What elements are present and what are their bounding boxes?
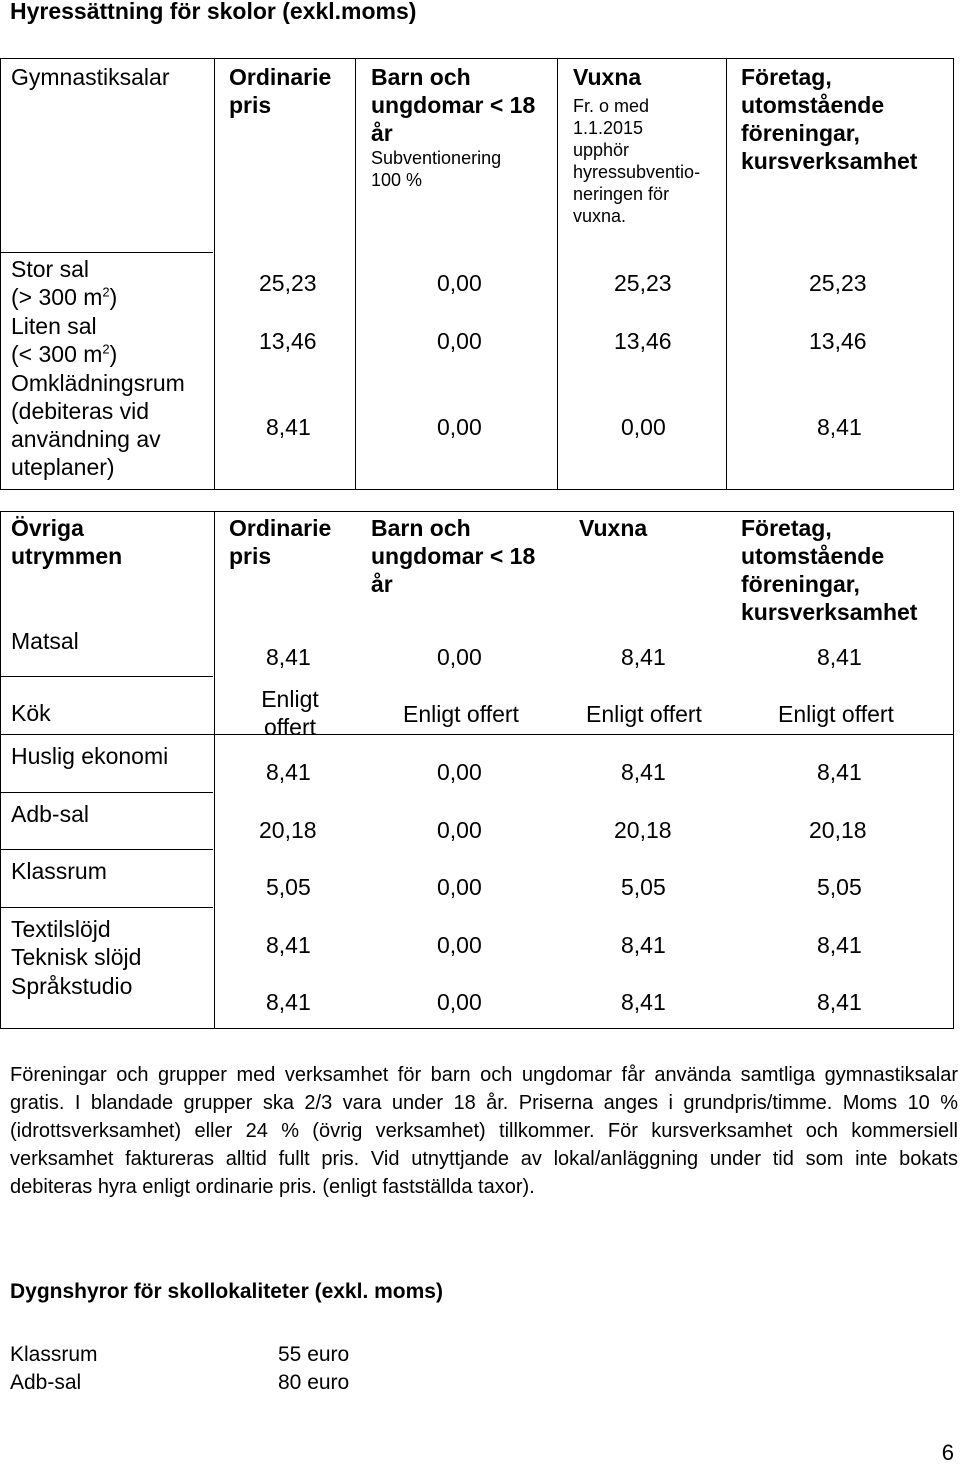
t1-r2-foretag: 13,46	[809, 328, 867, 354]
header-barn-ungdomar: Barn och ungdomar < 18 år Subventionering 100 %	[371, 64, 536, 190]
daily-item-label-klassrum: Klassrum	[10, 1343, 98, 1366]
t2-matsal-vuxna: 8,41	[621, 644, 666, 670]
t2-adb-foretag: 20,18	[809, 817, 867, 843]
t2-kok-vuxna: Enligt offert	[586, 701, 702, 727]
t2-klassrum-ordinarie: 5,05	[266, 874, 311, 900]
page-title: Hyressättning för skolor (exkl.moms)	[10, 0, 417, 24]
t1-r1-ordinarie: 25,23	[259, 270, 317, 296]
header-ordinarie-pris: Ordinarie pris	[229, 64, 332, 118]
t1-r2-ordinarie: 13,46	[259, 328, 317, 354]
t2-huslig-ordinarie: 8,41	[266, 759, 311, 785]
t2-adb-vuxna: 20,18	[614, 817, 672, 843]
daily-item-value-klassrum: 55 euro	[278, 1343, 350, 1366]
t1-r3-vuxna: 0,00	[621, 414, 666, 440]
header-gymnastiksalar: Gymnastiksalar	[11, 64, 170, 90]
t2-kok-barn: Enligt offert	[403, 701, 519, 727]
row-label-stor-sal: Stor sal (> 300 $m^2$)	[11, 256, 118, 310]
t1-r3-barn: 0,00	[437, 414, 482, 440]
gym-halls-table	[0, 58, 954, 490]
header2-foretag: Företag, utomstående föreningar, kursverksamhet	[741, 515, 918, 625]
daily-item-label-adb-sal: Adb-sal	[10, 1371, 82, 1394]
header-vuxna: Vuxna Fr. o med 1.1.2015 upphör hyressubventio- neringen för vuxna.	[573, 64, 701, 226]
t2-slojd-ordinarie: 8,41	[266, 932, 311, 958]
t2-kok-ordinarie: Enligt offert	[261, 686, 319, 740]
header2-vuxna: Vuxna	[579, 515, 648, 541]
t1-r2-barn: 0,00	[437, 328, 482, 354]
t2-klassrum-barn: 0,00	[437, 874, 482, 900]
t2-huslig-foretag: 8,41	[817, 759, 862, 785]
daily-rent-heading: Dygnshyror för skollokaliteter (exkl. moms)	[10, 1280, 443, 1303]
t2-klassrum-foretag: 5,05	[817, 874, 862, 900]
row-label-kok: Kök	[11, 700, 51, 726]
row-label-slojd: Textilslöjd Teknisk slöjd	[11, 916, 142, 970]
t1-r3-foretag: 8,41	[817, 414, 862, 440]
header-ovriga-utrymmen: Övriga utrymmen	[11, 515, 123, 569]
t2-adb-ordinarie: 20,18	[259, 817, 317, 843]
t2-kok-foretag: Enligt offert	[778, 701, 894, 727]
t1-r1-vuxna: 25,23	[614, 270, 672, 296]
t2-matsal-ordinarie: 8,41	[266, 644, 311, 670]
t2-slojd-vuxna: 8,41	[621, 932, 666, 958]
t2-huslig-barn: 0,00	[437, 759, 482, 785]
t2-huslig-vuxna: 8,41	[621, 759, 666, 785]
row-label-omkladningsrum: Omklädningsrum (debiteras vid användning av uteplaner)	[11, 370, 185, 480]
t2-sprak-ordinarie: 8,41	[266, 989, 311, 1015]
t1-r1-barn: 0,00	[437, 270, 482, 296]
header2-ordinarie-pris: Ordinarie pris	[229, 515, 332, 569]
t2-matsal-barn: 0,00	[437, 644, 482, 670]
t1-r3-ordinarie: 8,41	[266, 414, 311, 440]
other-rooms-table	[0, 511, 954, 1029]
t2-matsal-foretag: 8,41	[817, 644, 862, 670]
t1-r1-foretag: 25,23	[809, 270, 867, 296]
header2-barn-ungdomar: Barn och ungdomar < 18 år	[371, 515, 536, 597]
row-label-huslig-ekonomi: Huslig ekonomi	[11, 743, 169, 769]
row-label-klassrum: Klassrum	[11, 858, 107, 884]
page-number: 6	[941, 1440, 954, 1465]
row-label-matsal: Matsal	[11, 628, 79, 654]
header-foretag: Företag, utomstående föreningar, kursverksamhet	[741, 64, 918, 174]
t1-r2-vuxna: 13,46	[614, 328, 672, 354]
t2-slojd-barn: 0,00	[437, 932, 482, 958]
t2-klassrum-vuxna: 5,05	[621, 874, 666, 900]
t2-adb-barn: 0,00	[437, 817, 482, 843]
row-label-liten-sal: Liten sal (< 300 $m^2$)	[11, 313, 118, 367]
info-paragraph: Föreningar och grupper med verksamhet för barn och ungdomar får använda samtliga gymnastiksalar gratis. I blandade grupper ska 2/3 vara under 18 år. Priserna anges i grundpris/timme. Moms 10 % (idrottsverksamhet) eller 24 % (övrig verksamhet) tillkommer. För kursverksamhet och kommersiell verksamhet faktureras alltid fullt pris. Vid utnyttjande av lokal/anläggning under tid som inte bokats debiteras hyra enligt ordinarie pris. (enligt fastställda taxor).	[10, 1064, 958, 1198]
t2-slojd-foretag: 8,41	[817, 932, 862, 958]
daily-item-value-adb-sal: 80 euro	[278, 1371, 350, 1394]
row-label-adb-sal: Adb-sal	[11, 801, 89, 827]
row-label-sprakstudio: Språkstudio	[11, 973, 133, 999]
t2-sprak-barn: 0,00	[437, 989, 482, 1015]
t2-sprak-vuxna: 8,41	[621, 989, 666, 1015]
t2-sprak-foretag: 8,41	[817, 989, 862, 1015]
